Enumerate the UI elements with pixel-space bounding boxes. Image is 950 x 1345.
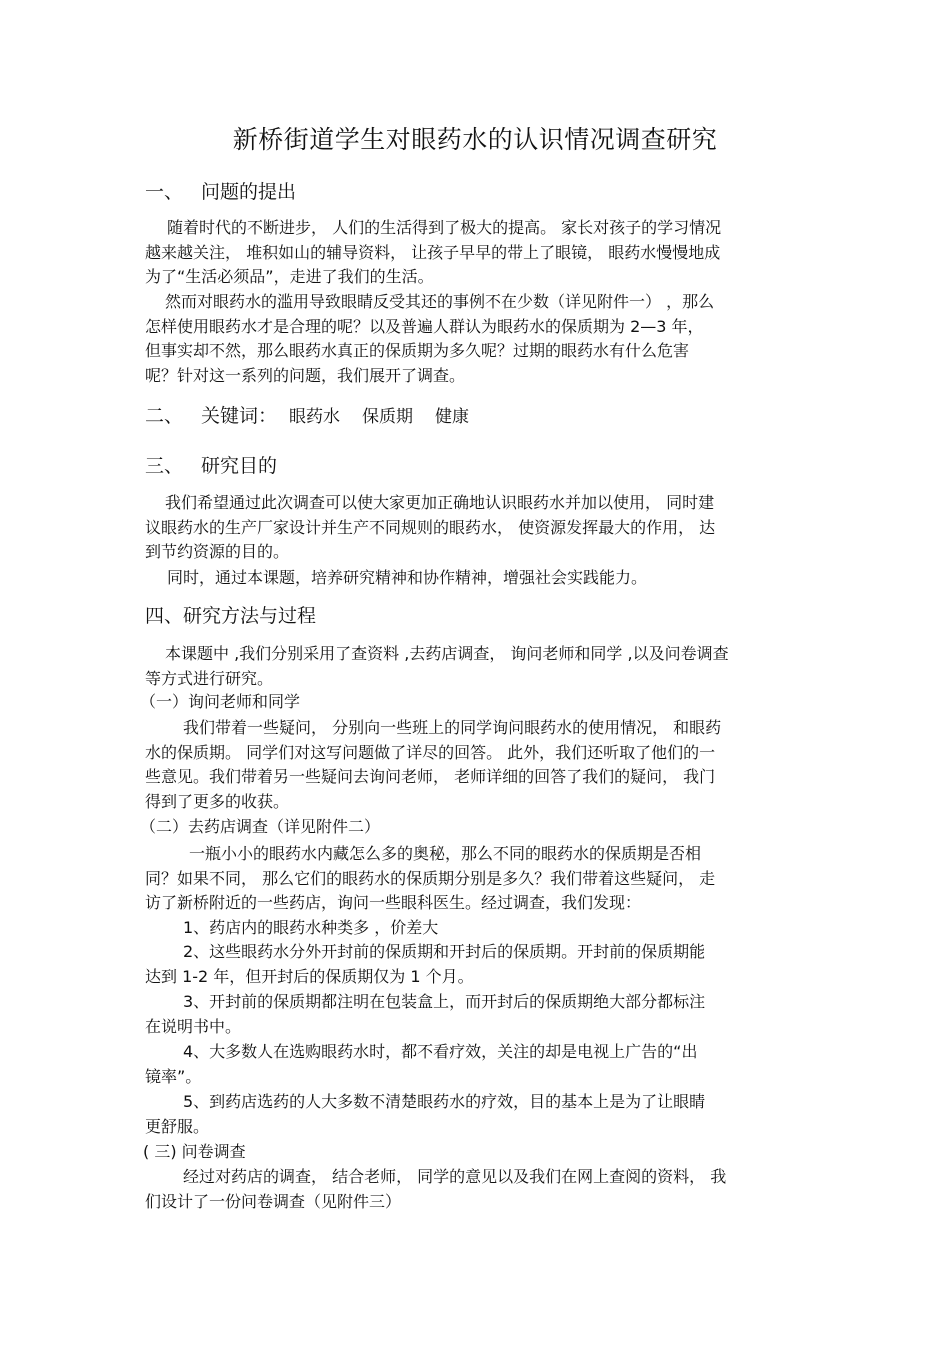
text-line: 达到 1-2 年，但开封后的保质期仅为 1 个月。 bbox=[145, 966, 474, 986]
text-line: 但事实却不然，那么眼药水真正的保质期为多久呢？过期的眼药水有什么危害 bbox=[145, 341, 690, 360]
section-3-paragraph-2 bbox=[145, 566, 805, 591]
text-line: 越来越关注， 堆积如山的辅导资料， 让孩子早早的带上了眼镜， 眼药水慢慢地成 bbox=[145, 242, 721, 262]
text-line: 5、到药店选药的人大多数不清楚眼药水的疗效，目的基本上是为了让眼睛 bbox=[183, 1092, 706, 1111]
text-line: 本课题中 ,我们分别采用了查资料 ,去药店调查， 询问老师和同学 ,以及问卷调查 bbox=[165, 644, 729, 663]
text-line: 议眼药水的生产厂家设计并生产不同规则的眼药水， 使资源发挥最大的作用， 达 bbox=[145, 517, 716, 537]
subsection-3-paragraph bbox=[145, 1165, 805, 1214]
finding-3 bbox=[145, 990, 805, 1039]
section-1-paragraph-1 bbox=[145, 216, 805, 290]
text-line: 水的保质期。 同学们对这写问题做了详尽的回答。 此外，我们还听取了他们的一 bbox=[145, 742, 716, 762]
text-line: 们设计了一份问卷调查（见附件三） bbox=[145, 1191, 402, 1211]
section-1-paragraph-2 bbox=[145, 290, 805, 388]
subsection-1-title: （一）询问老师和同学 bbox=[140, 692, 301, 711]
subsection-3-title: ( 三) 问卷调查 bbox=[143, 1142, 246, 1161]
keywords-label: 关键词： bbox=[201, 405, 278, 427]
text-line: 我们希望通过此次调查可以使大家更加正确地认识眼药水并加以使用， 同时建 bbox=[165, 493, 715, 512]
keyword-health: 健康 bbox=[435, 407, 470, 427]
section-3-number: 三、 bbox=[145, 455, 184, 477]
text-line: 然而对眼药水的滥用导致眼睛反受其还的事例不在少数（详见附件一） ，那么 bbox=[165, 292, 715, 311]
text-line: 在说明书中。 bbox=[145, 1016, 242, 1036]
text-line: 2、这些眼药水分外开封前的保质期和开封后的保质期。开封前的保质期能 bbox=[183, 942, 706, 961]
text-line: 得到了更多的收获。 bbox=[145, 791, 290, 811]
keyword-eye-drops: 眼药水 bbox=[289, 407, 341, 427]
text-line: 随着时代的不断进步， 人们的生活得到了极大的提高。 家长对孩子的学习情况 bbox=[167, 218, 722, 237]
section-4-heading: 四、研究方法与过程 bbox=[145, 605, 317, 627]
text-line: 1、药店内的眼药水种类多 ，价差大 bbox=[183, 918, 439, 937]
text-line: 呢？针对这一系列的问题，我们展开了调查。 bbox=[145, 365, 466, 385]
text-line: 访了新桥附近的一些药店，询问一些眼科医生。经过调查，我们发现： bbox=[145, 893, 642, 912]
text-line: 些意见。我们带着另一些疑问去询问老师， 老师详细的回答了我们的疑问， 我门 bbox=[145, 767, 716, 786]
finding-2 bbox=[145, 940, 805, 989]
subsection-2-title: （二）去药店调查（详见附件二） bbox=[140, 817, 381, 836]
finding-1 bbox=[145, 916, 805, 941]
text-line: 3、开封前的保质期都注明在包装盒上，而开封后的保质期绝大部分都标注 bbox=[183, 992, 706, 1011]
subsection-1-paragraph bbox=[145, 716, 805, 814]
text-line: 4、大多数人在选购眼药水时，都不看疗效，关注的却是电视上广告的“出 bbox=[183, 1042, 698, 1061]
document-title: 新桥街道学生对眼药水的认识情况调查研究 bbox=[232, 125, 718, 154]
text-line: 到节约资源的目的。 bbox=[145, 542, 290, 561]
section-2-heading bbox=[145, 402, 491, 431]
section-1-title: 问题的提出 bbox=[201, 181, 297, 203]
finding-4 bbox=[145, 1040, 805, 1089]
text-line: 经过对药店的调查， 结合老师， 同学的意见以及我们在网上查阅的资料， 我 bbox=[183, 1167, 727, 1186]
section-1-number: 一、 bbox=[145, 181, 184, 203]
section-3-paragraph-1 bbox=[145, 491, 805, 565]
text-line: 同？如果不同， 那么它们的眼药水的保质期分别是多久？我们带着这些疑问， 走 bbox=[145, 868, 716, 888]
text-line: 为了“生活必须品”，走进了我们的生活。 bbox=[145, 267, 434, 286]
text-line: 镜率”。 bbox=[145, 1066, 202, 1086]
section-2-number: 二、 bbox=[145, 405, 184, 427]
text-line: 同时，通过本课题，培养研究精神和协作精神，增强社会实践能力。 bbox=[167, 568, 648, 587]
section-3-title: 研究目的 bbox=[201, 455, 278, 477]
section-4-intro bbox=[145, 642, 805, 691]
section-1-heading bbox=[145, 178, 296, 206]
keyword-shelf-life: 保质期 bbox=[362, 407, 414, 427]
finding-5 bbox=[145, 1090, 805, 1139]
subsection-2-paragraph bbox=[145, 842, 805, 916]
section-3-heading bbox=[145, 452, 277, 480]
text-line: 我们带着一些疑问， 分别向一些班上的同学询问眼药水的使用情况， 和眼药 bbox=[183, 718, 722, 737]
text-line: 一瓶小小的眼药水内藏怎么多的奥秘，那么不同的眼药水的保质期是否相 bbox=[189, 844, 702, 863]
text-line: 怎样使用眼药水才是合理的呢？以及普遍人群认为眼药水的保质期为 2—3 年， bbox=[145, 316, 704, 336]
text-line: 等方式进行研究。 bbox=[145, 668, 274, 688]
text-line: 更舒服。 bbox=[145, 1116, 210, 1136]
